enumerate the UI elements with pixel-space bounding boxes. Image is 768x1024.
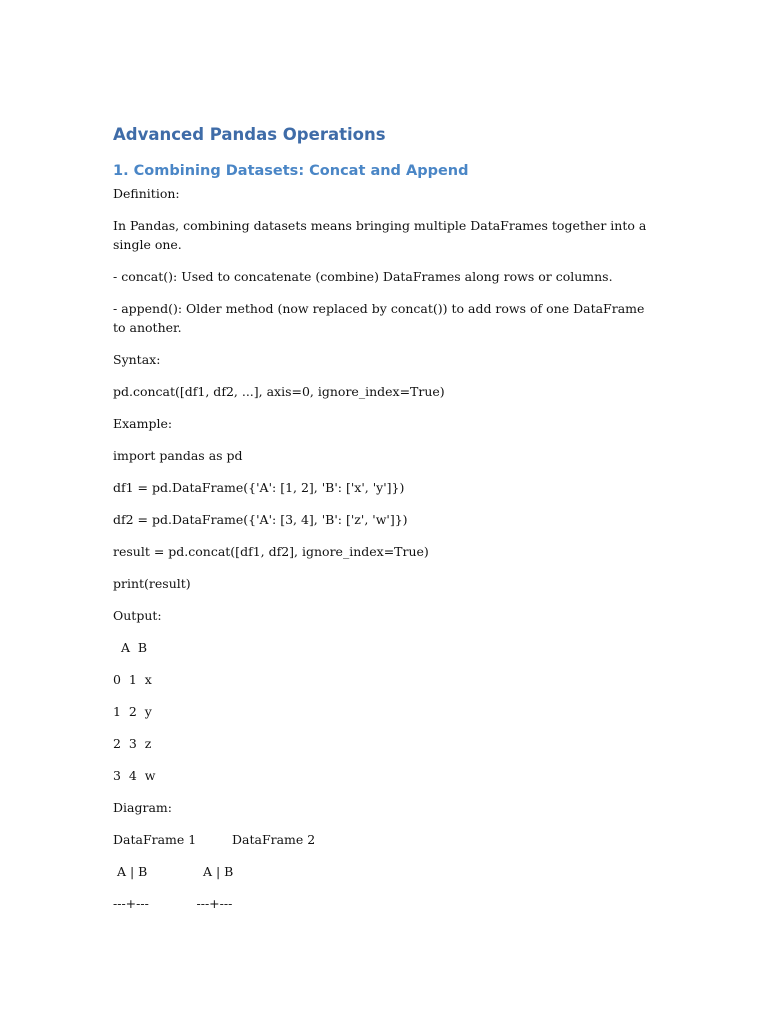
concat-bullet: - concat(): Used to concatenate (combine) DataFrames along rows or columns. <box>113 269 613 284</box>
code-line: df2 = pd.DataFrame({'A': [3, 4], 'B': ['z', 'w']}) <box>113 512 408 527</box>
code-line: df1 = pd.DataFrame({'A': [1, 2], 'B': ['x', 'y']}) <box>113 480 405 495</box>
output-row: 0 1 x <box>113 672 152 687</box>
diagram-line: DataFrame 1 DataFrame 2 <box>113 832 316 847</box>
code-line: import pandas as pd <box>113 448 243 463</box>
section-heading: 1. Combining Datasets: Concat and Append <box>113 163 469 179</box>
output-row: 2 3 z <box>113 736 152 751</box>
document-body <box>113 124 653 926</box>
syntax-label: Syntax: <box>113 352 161 367</box>
output-label: Output: <box>113 608 162 623</box>
code-line: result = pd.concat([df1, df2], ignore_index=True) <box>113 544 429 559</box>
output-row: 1 2 y <box>113 704 152 719</box>
syntax-code: pd.concat([df1, df2, ...], axis=0, ignore_index=True) <box>113 384 445 399</box>
output-header-row: A B <box>113 640 148 655</box>
code-line: print(result) <box>113 576 191 591</box>
diagram-line: A | B A | B <box>113 864 234 879</box>
definition-label: Definition: <box>113 186 180 201</box>
diagram-label: Diagram: <box>113 800 172 815</box>
append-bullet: - append(): Older method (now replaced by concat()) to add rows of one DataFrame to another. <box>113 301 649 335</box>
diagram-line: ---+--- ---+--- <box>113 896 233 911</box>
output-row: 3 4 w <box>113 768 156 783</box>
document-title: Advanced Pandas Operations <box>113 125 386 144</box>
example-label: Example: <box>113 416 173 431</box>
definition-text: In Pandas, combining datasets means bringing multiple DataFrames together into a single one. <box>113 218 651 252</box>
